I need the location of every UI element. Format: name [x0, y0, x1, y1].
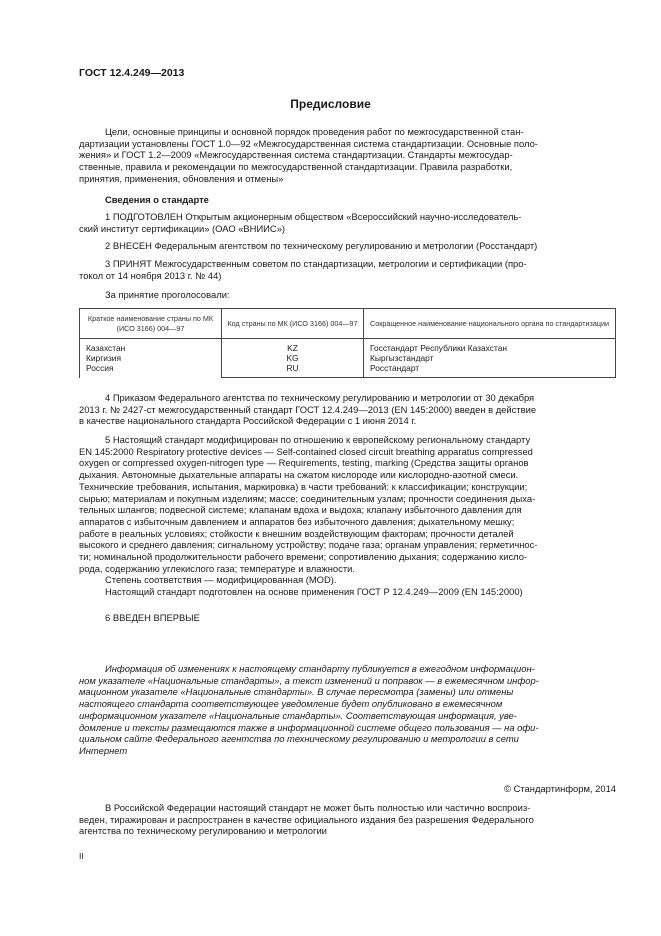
item-5-line: рода, содержанию углекислого газа; температуре и влажности. [79, 562, 355, 574]
item-5-line: oxygen or compressed oxygen-nitrogen type — Requirements, testing, marking (Средства защиты органов [79, 457, 529, 469]
notice-paragraph [79, 663, 616, 757]
rights-paragraph [79, 802, 616, 837]
item-4-line: 4 Приказом Федерального агентства по техническому регулированию и метрологии от 30 декабря [105, 392, 535, 403]
standards-body: Госстандарт Республики Казахстан [370, 343, 507, 353]
item-1-line: ский институт сертификации» (ОАО «ВНИИС») [79, 222, 286, 234]
country-code: KG [286, 353, 299, 363]
notice-line: ном указателе «Национальные стандарты», а текст изменений и поправок — в ежемесячном инфор- [79, 674, 539, 686]
country-code: KZ [287, 343, 298, 353]
item-5-line: аппаратов с избыточным давлением и аппаратов без избыточного давления; дыхательному мешку; [79, 515, 515, 527]
intro-paragraph [79, 126, 616, 185]
table-header-country: Краткое наименование страны по МК (ИСО 3166) 004—97 [80, 309, 222, 339]
country-code: RU [286, 363, 299, 373]
item-5-line: дыхания. Автономные дыхательные аппараты на сжатом кислороде или кислородно-азотной смеси. [79, 469, 519, 481]
item-4-line: в качестве национального стандарта Российской Федерации с 1 июня 2014 г. [79, 415, 417, 427]
notice-line: Информация об изменениях к настоящему стандарту публикуется в ежегодном информацион- [105, 663, 535, 674]
notice-line: Интернет [79, 744, 128, 756]
code-cell [222, 339, 364, 378]
standards-body: Кыргызстандарт [370, 353, 434, 363]
item-5-line: ти; номинальной продолжительности рабочего времени; сопротивлению дыхания; содержанию кисло- [79, 551, 528, 563]
based-on-line: Настоящий стандарт подготовлен на основе применения ГОСТ Р 12.4.249—2009 (EN 145:2000) [105, 586, 523, 598]
item-2 [79, 240, 616, 252]
intro-line: ственные, правила и рекомендации по межгосударственной стандартизации. Правила разработки, [79, 161, 513, 173]
intro-line: принятия, применения, обновления и отмены» [79, 172, 284, 184]
intro-line: дартизации установлены ГОСТ 1.0—92 «Межгосударственная система стандартизации. Основные поло- [79, 137, 538, 149]
standard-code-header: ГОСТ 12.4.249—2013 [79, 67, 185, 79]
item-4 [79, 392, 616, 427]
body-cell [364, 339, 616, 378]
item-1-line: 1 ПОДГОТОВЛЕН Открытым акционерным обществом «Всероссийский научно-исследователь- [105, 211, 522, 222]
table-header-row [80, 309, 616, 339]
item-6 [79, 612, 616, 624]
item-5-line: тельных шлангов; подвесной системе; клапанам вдоха и выдоха; клапану избыточного давления для [79, 504, 522, 516]
notice-line: информационном указателе «Национальные стандарты». Соответствующая информация, уве- [79, 709, 517, 721]
table-row [80, 339, 616, 378]
item-4-line: 2013 г. № 2427-ст межгосударственный стандарт ГОСТ 12.4.249—2013 (EN 145:2000) введен в действие [79, 403, 537, 415]
voted-intro [79, 289, 616, 301]
item-5-line: сырью; материалам и покупным изделиям; массе; соединительным узлам; прочности соединения дыха- [79, 492, 536, 504]
item-5-line: 5 Настоящий стандарт модифицирован по отношению к европейскому региональному стандарту [105, 434, 531, 445]
notice-line: мационном указателе «Национальные стандарты». В случае пересмотра (замены) или отмены [79, 686, 514, 698]
item-3-line: 3 ПРИНЯТ Межгосударственным советом по стандартизации, метрологии и сертификации (про- [105, 258, 527, 269]
voting-table [79, 308, 616, 378]
item-6-line: 6 ВВЕДЕН ВПЕРВЫЕ [105, 612, 200, 623]
item-5-line: Технические требования, испытания, маркировка) в части требований: к классификации; конструкции; [79, 480, 528, 492]
copyright: © Стандартинформ, 2014 [504, 783, 616, 794]
country-cell [80, 339, 222, 378]
table-header-code: Код страны по МК (ИСО 3166) 004—97 [222, 309, 364, 339]
intro-line: Цели, основные принципы и основной порядок проведения работ по межгосударственной стан- [105, 126, 524, 137]
page-title: Предисловие [290, 97, 371, 111]
item-2-line: 2 ВНЕСЕН Федеральным агентством по техническому регулированию и метрологии (Росстандарт) [105, 240, 538, 251]
rights-line: веден, тиражирован и распространен в качестве официального издания без разрешения Федерального [79, 813, 534, 825]
item-5-line: работе в реальных условиях; стойкости к внешним воздействующим факторам; прочности деталей [79, 527, 514, 539]
notice-line: циальном сайте Федерального агентства по техническому регулированию и метрологии в сети [79, 733, 519, 745]
conformity-line: Степень соответствия — модифицированная (MOD). [105, 574, 337, 586]
country-name: Казахстан [86, 343, 126, 353]
notice-line: домление и тексты размещаются также в информационной системе общего пользования — на офи- [79, 721, 539, 733]
item-5 [79, 434, 616, 598]
info-heading: Сведения о стандарте [105, 194, 209, 205]
item-5-line: EN 145:2000 Respiratory protective devices — Self-contained closed circuit breathing apparatus compressed [79, 445, 533, 457]
item-1 [79, 211, 616, 234]
table-header-body: Сокращенное наименование национального органа по стандартизации [364, 309, 616, 339]
intro-line: жения» и ГОСТ 1.2—2009 «Межгосударственная система стандартизации. Стандарты межгосудар- [79, 149, 513, 161]
item-3-line: токол от 14 ноября 2013 г. № 44) [79, 269, 222, 281]
standards-body: Росстандарт [370, 363, 420, 373]
country-name: Россия [86, 363, 114, 373]
item-3 [79, 258, 616, 281]
rights-line: агентства по техническому регулированию и метрологии [79, 825, 327, 837]
page-number: II [79, 851, 84, 861]
voted-intro-text: За принятие проголосовали: [105, 289, 230, 300]
country-name: Киргизия [86, 353, 122, 363]
item-5-line: высокого и среднего давления; сигнальному устройству; подаче газа; органам управления; герметичнос- [79, 539, 538, 551]
rights-line: В Российской Федерации настоящий стандарт не может быть полностью или частично воспроиз- [105, 802, 531, 813]
notice-line: настоящего стандарта соответствующее уведомление будет опубликовано в ежемесячном [79, 698, 503, 710]
